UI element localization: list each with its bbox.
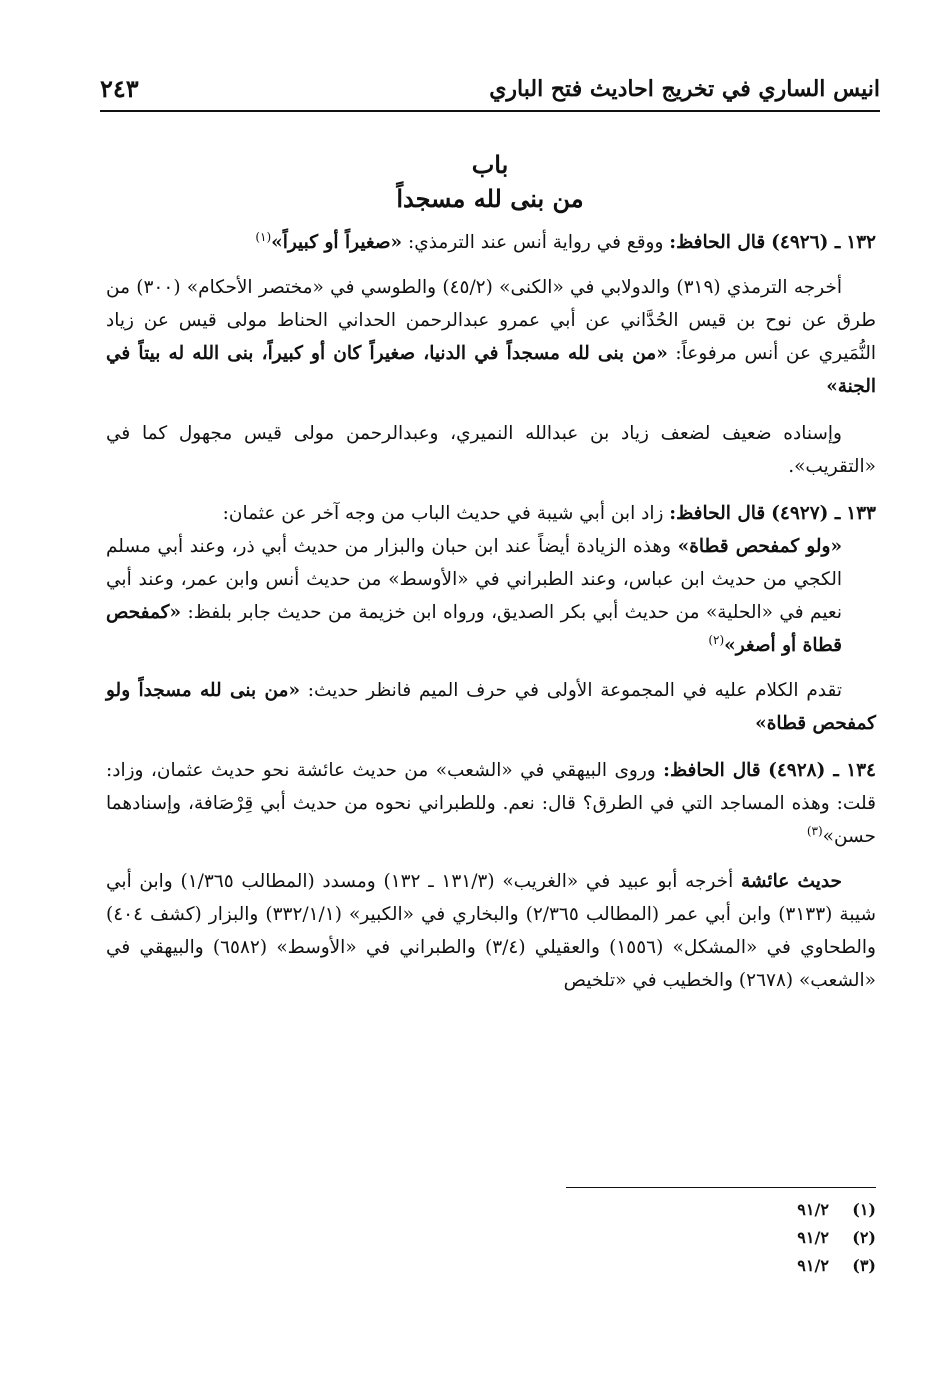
entry-text: وروى البيهقي في «الشعب» من حديث عائشة نحو حديث عثمان، وزاد: قلت: وهذه المساجد التي في الطرق؟ قال: نعم. وللطبراني نحوه من حديث أبي قِرْصَافة، وإسنادهما حسن» (106, 760, 876, 847)
footnote-ref: (٣) (806, 823, 823, 838)
chapter-heading (100, 148, 880, 216)
running-title: انيس الساري في تخريج احاديث فتح الباري (489, 76, 880, 102)
paragraph-takhrij-134 (106, 865, 876, 997)
footnote-number: (١) (852, 1200, 876, 1219)
entry-text-continued: وهذه الزيادة أيضاً عند ابن حبان والبزار من حديث أبي ذر، وعند أبي مسلم الكجي من حديث ابن عباس، وعند الطبراني في «الأوسط» من حديث أنس وابن عمر، وعند أبي نعيم في «الحلية» من حديث أبي بكر الصديق، ورواه ابن خزيمة من حديث جابر بلفظ: (106, 536, 842, 623)
paragraph-text: أخرجه الترمذي (٣١٩) والدولابي في «الكنى» (٤٥/٢) والطوسي في «مختصر الأحكام» (٣٠٠) من طرق عن نوح بن قيس الحُدَّاني عن أبي عمرو عبدالرحمن الحداني الحناط مولى قيس عن زياد النُّمَيري عن أنس مرفوعاً: (106, 277, 876, 364)
footnote-ref: (٢) (708, 632, 725, 647)
paragraph-text: تقدم الكلام عليه في المجموعة الأولى في حرف الميم فانظر حديث: (307, 680, 842, 701)
entry-132: ١٣٢ ـ (٤٩٢٦) قال الحافظ: ووقع في رواية أنس عند الترمذي: «صغيراً أو كبيراً»$^{(١)}$ (255, 229, 876, 253)
chapter-title: من بنى لله مسجداً (396, 184, 584, 213)
footnote-1 (560, 1196, 876, 1224)
paragraph-quote: «من بنى لله مسجداً في الدنيا، صغيراً كان أو كبيراً، بنى الله له بيتاً في الجنة» (106, 343, 876, 397)
paragraph-lead: حديث عائشة (741, 871, 842, 892)
entry-number: ١٣٢ (846, 232, 876, 253)
main-text (106, 226, 876, 1011)
footnote-ref: (١) (255, 229, 272, 244)
footnote-reference: ٩١/٢ (797, 1256, 829, 1275)
hadith-id: (٤٩٢٦) (771, 232, 829, 253)
entry-number: ١٣٤ (846, 760, 876, 781)
footnote-number: (٣) (852, 1256, 876, 1275)
entry-speaker: قال الحافظ: (663, 760, 761, 781)
hadith-id: (٤٩٢٨) (768, 760, 826, 781)
entry-body (106, 530, 876, 662)
page-number: ٢٤٣ (100, 74, 139, 103)
footnote-number: (٢) (852, 1228, 876, 1247)
paragraph-text: أخرجه أبو عبيد في «الغريب» (١٣١/٣ ـ ١٣٢) ومسدد (المطالب ١/٣٦٥) وابن أبي شيبة (٣١٣٣) وابن أبي عمر (المطالب ٢/٣٦٥) والبخاري في «الكبير» (٣٣٢/١/١) والبزار (كشف ٤٠٤) والطحاوي في «المشكل» (١٥٥٦) والعقيلي (٣/٤) والطبراني في «الأوسط» (٦٥٨٢) والبيهقي في «الشعب» (٢٦٧٨) والخطيب في «تلخيص (106, 871, 876, 991)
entry-133: ١٣٣ ـ (٤٩٢٧) قال الحافظ: زاد ابن أبي شيبة في حديث الباب من وجه آخر عن عثمان: «ولو كمفحص قطاة» وهذه الزيادة أيضاً عند ابن حبان والبزار من حديث أبي ذر، وعند أبي مسلم الكجي من حديث ابن عباس، وعند الطبراني في «الأوسط» من حديث أنس وابن عمر، وعند أبي نعيم في «الحلية» من حديث أبي بكر الصديق، ورواه ابن خزيمة من حديث جابر بلفظ: «كمفحص قطاة أو أصغر»$^{(٢)}$ (106, 497, 876, 662)
chapter-bab: باب (471, 150, 509, 179)
footnote-reference: ٩١/٢ (797, 1228, 829, 1247)
entry-quote: «ولو كمفحص قطاة» (677, 536, 843, 557)
paragraph-note-133 (106, 674, 876, 740)
entry-134: ١٣٤ ـ (٤٩٢٨) قال الحافظ: وروى البيهقي في «الشعب» من حديث عائشة نحو حديث عثمان، وزاد: قلت: وهذه المساجد التي في الطرق؟ قال: نعم. وللطبراني نحوه من حديث أبي قِرْصَافة، وإسنادهما حسن»$^{(٣)}$ (106, 760, 876, 847)
entry-number: ١٣٣ (846, 503, 876, 524)
entry-speaker: قال الحافظ: (669, 503, 766, 524)
page-header (100, 70, 880, 112)
footnote-separator (566, 1187, 876, 1188)
footnote-3 (560, 1252, 876, 1280)
paragraph-quote: «من بنى لله مسجداً ولو كمفحص قطاة» (106, 680, 876, 734)
footnote-reference: ٩١/٢ (797, 1200, 829, 1219)
hadith-id: (٤٩٢٧) (771, 503, 829, 524)
entry-text: ووقع في رواية أنس عند الترمذي: (408, 232, 664, 253)
entry-quote-2: «كمفحص قطاة أو أصغر» (106, 602, 842, 656)
footnote-2 (560, 1224, 876, 1252)
paragraph-takhrij-132 (106, 271, 876, 403)
entry-quote: «صغيراً أو كبيراً» (271, 232, 403, 253)
paragraph-grading-132: وإسناده ضعيف لضعف زياد بن عبدالله النميري، وعبدالرحمن مولى قيس مجهول كما في «التقريب». (106, 423, 876, 477)
entry-speaker: قال الحافظ: (669, 232, 766, 253)
entry-text: زاد ابن أبي شيبة في حديث الباب من وجه آخر عن عثمان: (222, 503, 664, 524)
footnotes (560, 1196, 876, 1280)
